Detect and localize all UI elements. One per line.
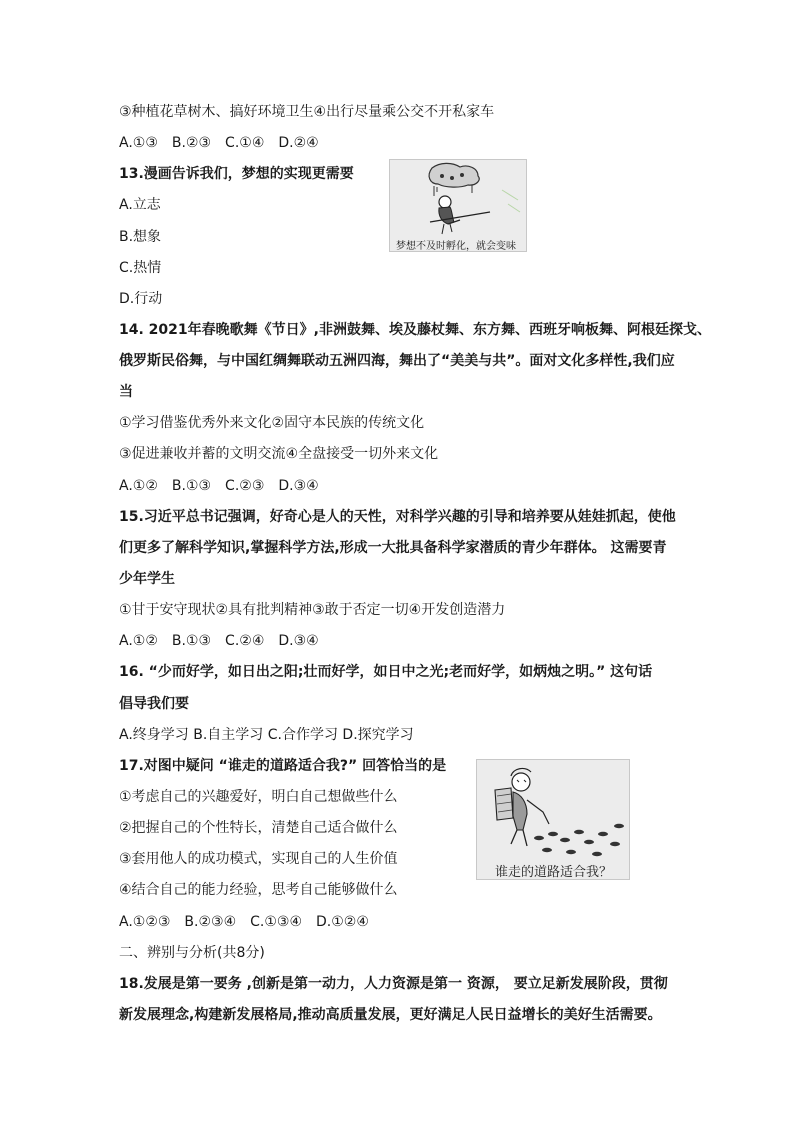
q15-stem-line-3: 少年学生 [119, 571, 175, 587]
q16-stem-line-1: 16. “少而好学，如日出之阳;壮而好学，如日中之光;老而好学，如炳烛之明。” 这句话 [119, 664, 653, 680]
q15-answers: A.①② B.①③ C.②④ D.③④ [119, 633, 319, 649]
q14-options-line-1: ①学习借鉴优秀外来文化②固守本民族的传统文化 [119, 415, 425, 431]
dream-cartoon-caption: 梦想不及时孵化，就会变味 [396, 241, 516, 252]
q17-option-4: ④结合自己的能力经验，思考自己能够做什么 [119, 882, 398, 898]
section-2-heading: 二、辨别与分析(共8分) [119, 945, 265, 961]
q13-option-d: D.行动 [119, 291, 163, 307]
road-cartoon-image [476, 759, 630, 880]
dream-cartoon-image [389, 159, 527, 252]
q13-option-b: B.想象 [119, 229, 162, 245]
q18-stem-line-1: 18.发展是第一要务 ,创新是第一动力，人力资源是第一 资源， 要立足新发展阶段，贯彻 [119, 976, 668, 992]
q17-stem: 17.对图中疑问 “谁走的道路适合我?” 回答恰当的是 [119, 758, 447, 774]
q18-stem-line-2: 新发展理念,构建新发展格局,推动高质量发展，更好满足人民日益增长的美好生活需要。 [119, 1007, 662, 1023]
q15-stem-line-2: 们更多了解科学知识,掌握科学方法,形成一大批具备科学家潜质的青少年群体。 这需要青 [119, 540, 667, 556]
q13-stem: 13.漫画告诉我们，梦想的实现更需要 [119, 166, 354, 182]
q17-answers: A.①②③ B.②③④ C.①③④ D.①②④ [119, 914, 369, 930]
q16-answers: A.终身学习 B.自主学习 C.合作学习 D.探究学习 [119, 727, 414, 743]
q13-option-c: C.热情 [119, 260, 162, 276]
q17-option-2: ②把握自己的个性特长，清楚自己适合做什么 [119, 820, 398, 836]
q17-option-3: ③套用他人的成功模式，实现自己的人生价值 [119, 851, 398, 867]
q12-options-line: ③种植花草树木、搞好环境卫生④出行尽量乘公交不开私家车 [119, 104, 495, 120]
q14-stem-line-2: 俄罗斯民俗舞，与中国红绸舞联动五洲四海，舞出了“美美与共”。面对文化多样性,我们应 [119, 353, 675, 369]
q14-options-line-2: ③促进兼收并蓄的文明交流④全盘接受一切外来文化 [119, 446, 439, 462]
q15-options: ①甘于安守现状②具有批判精神③敢于否定一切④开发创造潜力 [119, 602, 506, 618]
q14-stem-line-1: 14. 2021年春晚歌舞《节日》,非洲鼓舞、埃及藤杖舞、东方舞、西班牙响板舞、阿根廷探戈、 [119, 322, 711, 338]
q14-answers: A.①② B.①③ C.②③ D.③④ [119, 478, 319, 494]
q15-stem-line-1: 15.习近平总书记强调，好奇心是人的天性，对科学兴趣的引导和培养要从娃娃抓起，使他 [119, 509, 676, 525]
q14-stem-line-3: 当 [119, 384, 133, 400]
q17-option-1: ①考虑自己的兴趣爱好，明白自己想做些什么 [119, 789, 398, 805]
q16-stem-line-2: 倡导我们要 [119, 696, 189, 712]
q13-option-a: A.立志 [119, 197, 161, 213]
q12-answers: A.①③ B.②③ C.①④ D.②④ [119, 135, 319, 151]
road-cartoon-caption: 谁走的道路适合我？ [495, 865, 613, 880]
